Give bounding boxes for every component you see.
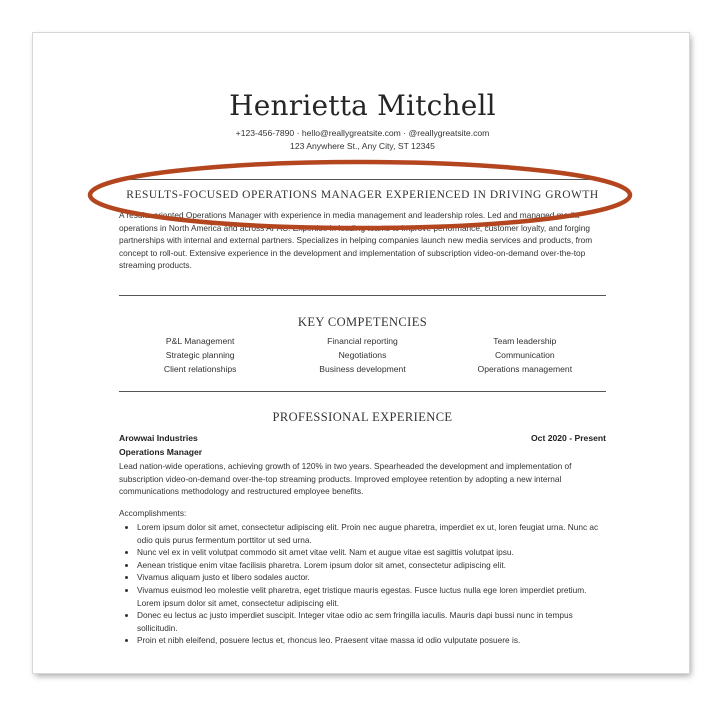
- competency-item: Business development: [319, 364, 406, 374]
- contact-block: [119, 127, 606, 153]
- contact-line-2: 123 Anywhere St., Any City, ST 12345: [290, 141, 435, 151]
- list-item: • Proin et nibh eleifend, posuere lectus et, rhoncus leo. Praesent vitae massa id odio vulputate posuere is.: [137, 634, 606, 647]
- list-item: • Nunc vel ex in velit volutpat commodo sit amet vitae velit. Nam et augue vitae est sagittis volutpat ipsu.: [137, 546, 606, 559]
- competency-item: Communication: [494, 350, 555, 360]
- job-header: [119, 433, 606, 443]
- contact-line-1: +123-456-7890 · hello@reallygreatsite.com · @reallygreatsite.com: [235, 128, 490, 138]
- accomplishments-list: [119, 521, 606, 647]
- resume-name: Henrietta Mitchell: [229, 89, 496, 122]
- job-description: Lead nation-wide operations, achieving growth of 120% in two years. Spearheaded the development and implementation of subscription video-on-demand over-the-top streaming products. Improved employee retention by adopting a new internal communications methodology and restructured employee benefits.: [119, 461, 572, 497]
- divider: [119, 391, 606, 392]
- experience-title: PROFESSIONAL EXPERIENCE: [272, 410, 453, 424]
- competency-item: Negotiations: [338, 350, 387, 360]
- competencies-grid: [119, 335, 606, 376]
- company-name: Arowwai Industries: [119, 433, 198, 443]
- competency-item: Financial reporting: [327, 336, 398, 346]
- list-item: • Aenean tristique enim vitae facilisis pharetra. Lorem ipsum dolor sit amet, consectetur adipiscing elit.: [137, 559, 606, 572]
- summary-paragraph: A results-oriented Operations Manager with experience in media management and leadership roles. Led and managed media operations in North America and across APAC. Expertise in leading teams to improve performance, customer loyalty, and forging partnerships with internal and external partners. Specializes in helping companies launch new media services and products, from concept to roll-out. Extensive experience in the development and implementation of subscription video-on-demand over-the-top streaming products.: [119, 210, 593, 271]
- divider: [119, 295, 606, 296]
- competency-item: Client relationships: [163, 364, 237, 374]
- job-title: Operations Manager: [119, 447, 203, 457]
- list-item: • Donec eu lectus ac justo imperdiet suscipit. Integer vitae odio ac sem fringilla iaculis. Mauris dapi bussi nunc in tempus sollicitudin.: [137, 609, 606, 634]
- list-item: • Lorem ipsum dolor sit amet, consectetur adipiscing elit. Proin nec augue pharetra, imperdiet ex ut, loren feugiat urna. Nunc ac odio quis purus fermentum porttitor ut sed urna.: [137, 521, 606, 546]
- job-dates: Oct 2020 - Present: [531, 433, 606, 443]
- competency-item: Operations management: [477, 364, 573, 374]
- competency-item: P&L Management: [165, 336, 235, 346]
- resume-headline: RESULTS-FOCUSED OPERATIONS MANAGER EXPERIENCED IN DRIVING GROWTH: [126, 189, 599, 201]
- accomplishments-label: Accomplishments:: [119, 508, 187, 518]
- list-item: • Vivamus euismod leo molestie velit pharetra, eget tristique mauris egestas. Fusce luctus nulla ege loren imperdiet pretium. Lorem ipsum dolor sit amet, consectetur adipiscing elit.: [137, 584, 606, 609]
- competency-item: Team leadership: [493, 336, 557, 346]
- list-item: • Vivamus aliquam justo et libero sodales auctor.: [137, 571, 606, 584]
- competency-item: Strategic planning: [165, 350, 235, 360]
- resume-page: [33, 33, 689, 673]
- divider: [119, 179, 606, 180]
- competencies-title: KEY COMPETENCIES: [297, 315, 428, 329]
